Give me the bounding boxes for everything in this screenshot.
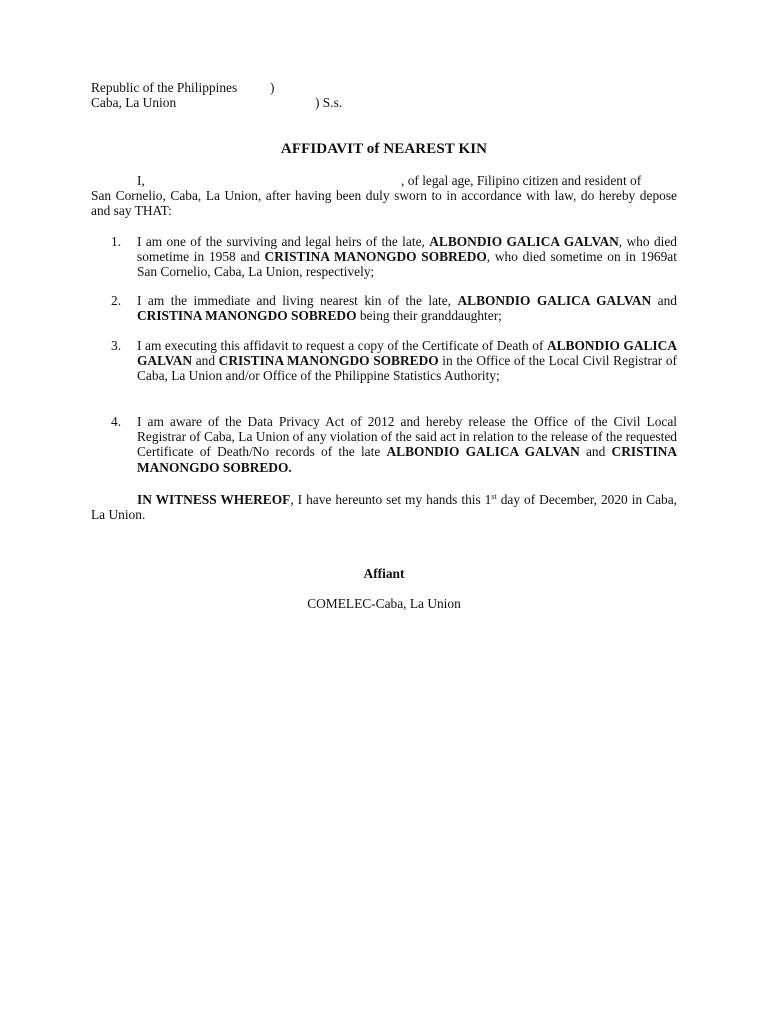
item-number: 1. [111, 234, 122, 249]
intro-rest: , of legal age, Filipino citizen and resident of [401, 173, 642, 188]
witness-paragraph: IN WITNESS WHEREOF, I have hereunto set my hands this 1st day of December, 2020 in Caba, La Union. [91, 492, 677, 523]
document-title: AFFIDAVIT of NEAREST KIN [280, 141, 488, 157]
item-number: 2. [111, 293, 122, 308]
list-item: I am executing this affidavit to request a copy of the Certificate of Death of ALBONDIO GALICA GALVAN and CRISTINA MANONGDO SOBREDO in the Office of the Local Civil Registrar of Caba, La Union and/or Office of the Philippine Statistics Authority; [137, 338, 677, 384]
caption-ss: ) S.s. [315, 95, 343, 110]
affiant-office: COMELEC-Caba, La Union [307, 596, 461, 611]
caption-republic: Republic of the Philippines [91, 80, 238, 95]
caption-paren-1: ) [270, 80, 275, 95]
list-item: I am aware of the Data Privacy Act of 2012 and hereby release the Office of the Civil Local Registrar of Caba, La Union of any violation of the said act in relation to the release of the requested Certificate of Death/No records of the late ALBONDIO GALICA GALVAN and CRISTINA MANONGDO SOBREDO. [137, 414, 678, 475]
item-number: 3. [111, 338, 122, 353]
intro-lead: I, [137, 173, 145, 188]
caption-municipality: Caba, La Union [91, 95, 177, 110]
list-item: I am the immediate and living nearest kin of the late, ALBONDIO GALICA GALVAN and CRISTINA MANONGDO SOBREDO being their granddaughter; [137, 293, 678, 324]
intro-continuation: San Cornelio, Caba, La Union, after having been duly sworn to in accordance with law, do hereby depose and say THAT: [91, 188, 677, 219]
list-item: I am one of the surviving and legal heirs of the late, ALBONDIO GALICA GALVAN, who died sometime in 1958 and CRISTINA MANONGDO SOBREDO, who died sometime on in 1969at San Cornelio, Caba, La Union, respectively; [137, 234, 677, 280]
item-number: 4. [111, 414, 122, 429]
affiant-label: Affiant [363, 566, 405, 581]
